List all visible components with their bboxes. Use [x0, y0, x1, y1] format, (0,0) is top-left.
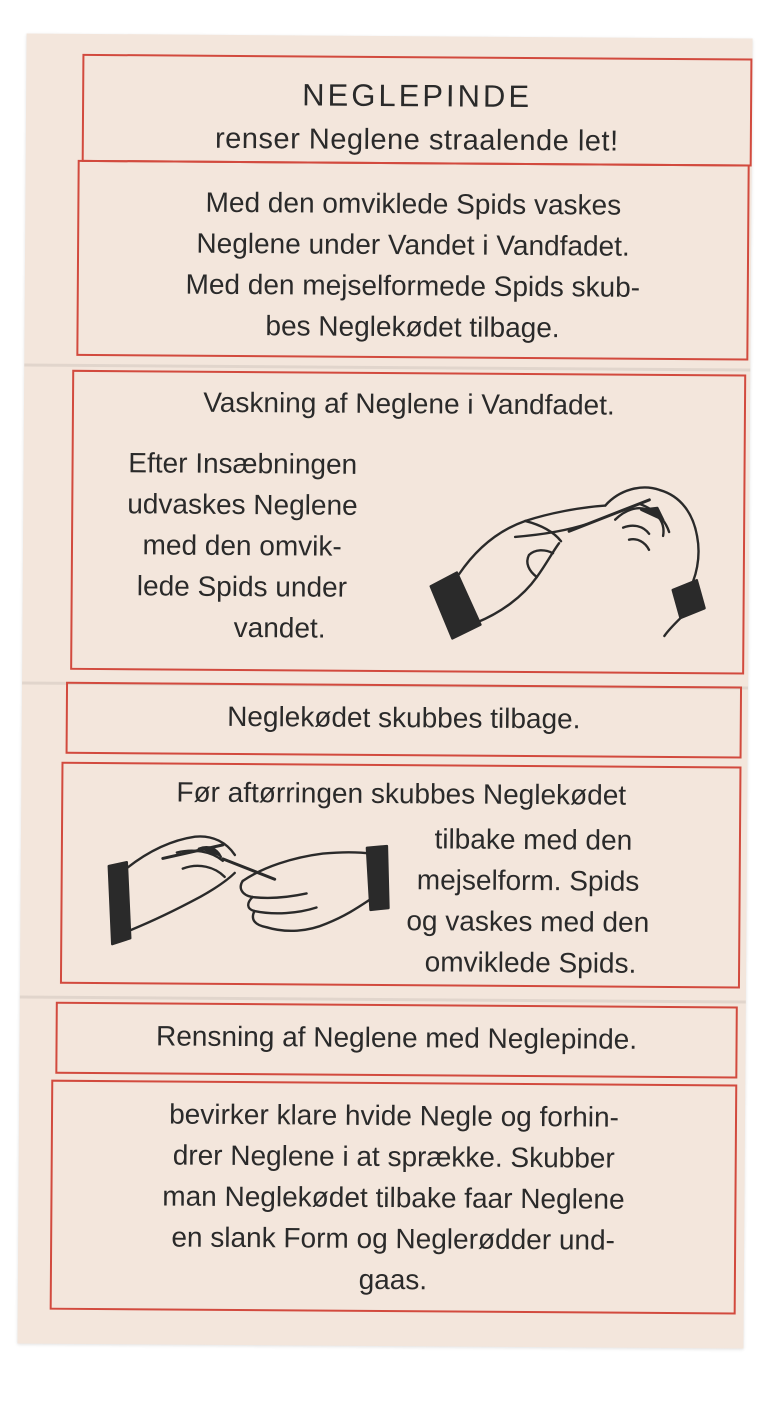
instruction-leaflet	[17, 33, 752, 1348]
intro-line: Med den omviklede Spids vaskes	[205, 186, 622, 221]
intro-line: Med den mejselformede Spids skub-	[185, 268, 641, 303]
cleaning-line: drer Neglene i at sprække. Skubber	[172, 1139, 615, 1174]
pushing-first-line: Før aftørringen skubbes Neglekødet	[176, 776, 627, 811]
intro-line: bes Neglekødet tilbage.	[265, 310, 560, 344]
header-panel	[82, 54, 753, 167]
pushing-line: og vaskes med den	[406, 905, 650, 938]
washing-line: udvaskes Neglene	[127, 488, 358, 521]
pushing-heading: Neglekødet skubbes tilbage.	[227, 700, 581, 735]
washing-heading: Vaskning af Neglene i Vandfadet.	[203, 386, 615, 421]
intro-panel	[76, 160, 749, 361]
washing-line: Efter Insæbningen	[128, 447, 358, 480]
washing-text	[126, 442, 358, 649]
cleaning-heading-panel	[55, 1002, 737, 1079]
cleaning-line: en slank Form og Neglerødder und-	[171, 1221, 616, 1256]
washing-line: vandet.	[233, 611, 326, 644]
hands-washing-nails-icon	[418, 478, 709, 648]
pushing-line: mejselform. Spids	[416, 864, 640, 897]
pushing-line: omviklede Spids.	[424, 946, 637, 979]
intro-line: Neglene under Vandet i Vandfadet.	[196, 227, 630, 262]
hands-pushing-cuticle-icon	[102, 822, 393, 954]
washing-panel	[70, 370, 746, 675]
washing-line: med den omvik-	[142, 529, 342, 562]
pushing-panel	[60, 762, 742, 989]
cleaning-line: man Neglekødet tilbake faar Neglene	[162, 1180, 625, 1215]
product-subtitle: renser Neglene straalende let!	[214, 122, 619, 158]
pushing-text	[406, 818, 650, 984]
cleaning-heading: Rensning af Neglene med Neglepinde.	[155, 1020, 638, 1055]
cleaning-panel	[50, 1080, 738, 1315]
washing-line: lede Spids under	[136, 570, 348, 603]
pushing-line: tilbake med den	[434, 823, 633, 856]
product-title: NEGLEPINDE	[302, 77, 533, 115]
pushing-heading-panel	[66, 682, 742, 759]
cleaning-line: bevirker klare hvide Negle og forhin-	[169, 1098, 620, 1133]
cleaning-line: gaas.	[358, 1263, 428, 1296]
